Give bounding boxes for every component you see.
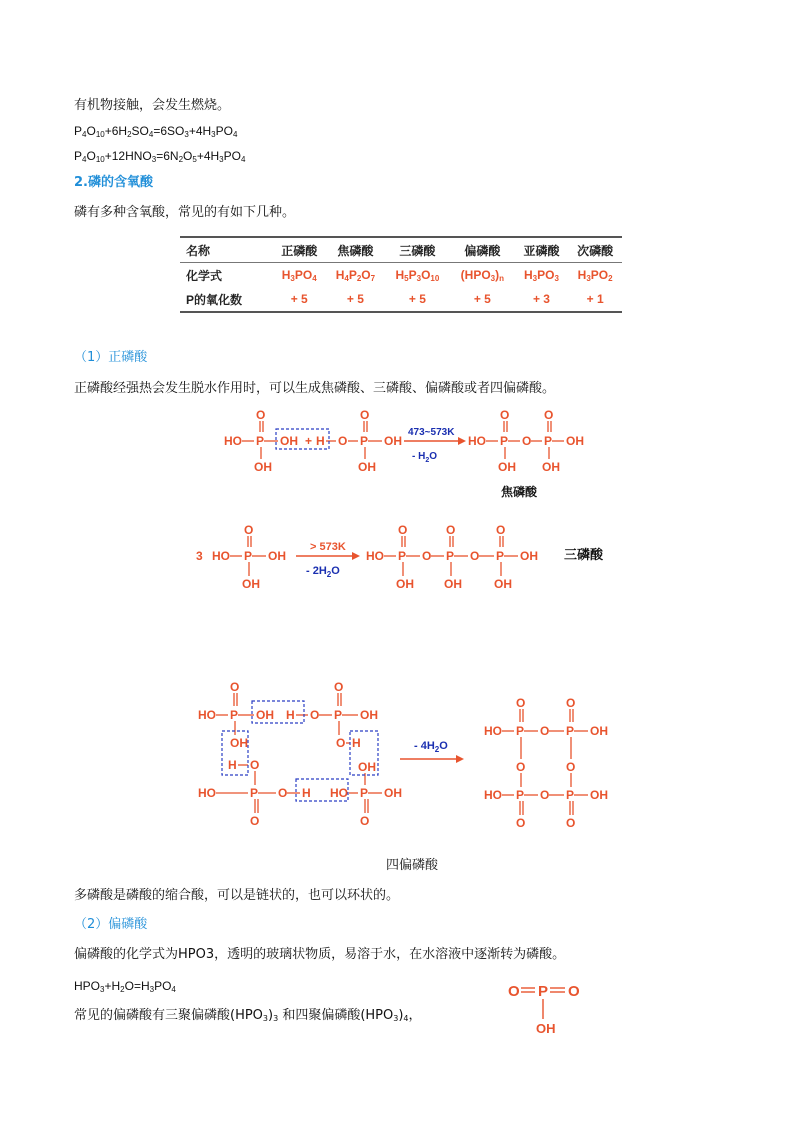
svg-text:O: O [336, 736, 346, 750]
table-cell: $H_3PO_3$ [523, 268, 559, 283]
svg-text:O: O [566, 696, 576, 710]
svg-text:P: P [244, 549, 253, 563]
table-cell: $(HPO_3)_n$ [460, 268, 504, 283]
table-header-cell: 亚磷酸 [515, 237, 569, 263]
table-header-cell: 正磷酸 [272, 237, 326, 263]
svg-text:HO: HO [484, 788, 502, 802]
svg-text:O: O [398, 523, 408, 537]
svg-text:OH: OH [396, 577, 414, 591]
svg-text:O: O [516, 696, 526, 710]
svg-text:OH: OH [520, 549, 538, 563]
table-header-cell: 名称 [180, 237, 272, 263]
svg-text:P: P [566, 788, 575, 802]
coefficient: 3 [196, 549, 203, 563]
table-header-cell: 焦磷酸 [326, 237, 385, 263]
table-cell: + 5 [385, 287, 450, 312]
atom-label: P [360, 434, 369, 448]
svg-text:O: O [310, 708, 320, 722]
condition-label: > 573K [310, 541, 346, 553]
svg-text:O: O [540, 788, 550, 802]
paragraph-2: 磷有多种含氧酸，常见的有如下几种。 [74, 205, 296, 220]
svg-text:O: O [566, 760, 576, 774]
svg-text:H: H [286, 708, 295, 722]
atom-label: P [544, 434, 553, 448]
subsection-heading: （1）正磷酸 [74, 350, 148, 365]
svg-text:OH: OH [444, 577, 462, 591]
svg-text:H: H [352, 736, 361, 750]
svg-text:+: + [305, 434, 313, 448]
svg-text:HO: HO [330, 786, 348, 800]
subsection-heading: （2）偏磷酸 [74, 917, 148, 932]
svg-text:O: O [278, 786, 288, 800]
atom-label: P [500, 434, 509, 448]
atom-label: O [522, 434, 532, 448]
svg-text:O: O [250, 758, 260, 772]
svg-text:O: O [540, 724, 550, 738]
oxoacid-table [180, 236, 622, 313]
svg-text:P: P [538, 983, 549, 1000]
svg-text:O: O [334, 680, 344, 694]
section-heading: 2.磷的含氧酸 [74, 175, 153, 190]
condition-label: - $4H_2O$ [414, 740, 448, 754]
atom-label: OH [280, 434, 298, 448]
svg-text:H: H [228, 758, 237, 772]
svg-text:P: P [360, 786, 369, 800]
reaction-tetrametaphosphoric [0, 675, 800, 835]
svg-text:O: O [508, 983, 520, 1000]
atom-label: OH [566, 434, 584, 448]
svg-text:OH: OH [494, 577, 512, 591]
paragraph-6: 常见的偏磷酸有三聚偏磷酸$(HPO_3)_3$ 和四聚偏磷酸$(HPO_3)_4$， [74, 1008, 422, 1023]
table-row [180, 287, 622, 312]
svg-text:O: O [516, 760, 526, 774]
table-header-cell: 次磷酸 [568, 237, 622, 263]
atom-label: OH [498, 460, 516, 474]
svg-text:P: P [446, 549, 455, 563]
svg-text:HO: HO [198, 708, 216, 722]
svg-text:O: O [250, 814, 260, 828]
svg-text:OH: OH [536, 1021, 556, 1036]
atom-label: O [360, 408, 370, 422]
table-cell: + 3 [515, 287, 569, 312]
atom-label: O [544, 408, 554, 422]
atom-label: OH [542, 460, 560, 474]
condition-label: - $H_2O$ [412, 451, 438, 464]
atom-label: O [500, 408, 510, 422]
row-label: 化学式 [186, 268, 223, 283]
svg-text:OH: OH [590, 724, 608, 738]
equation-1: $P_4O_{10}+6H_2SO_4=6SO_3+4H_3PO_4$ [74, 124, 238, 139]
svg-text:O: O [446, 523, 456, 537]
svg-text:P: P [496, 549, 505, 563]
row-label: P的氧化数 [180, 287, 272, 312]
svg-text:OH: OH [268, 549, 286, 563]
paragraph-1: 有机物接触，会发生燃烧。 [74, 98, 231, 113]
svg-text:O: O [470, 549, 480, 563]
metaphosphoric-structure [500, 975, 600, 1040]
table-header-cell: 三磷酸 [385, 237, 450, 263]
svg-text:HO: HO [198, 786, 216, 800]
product-label: 三磷酸 [564, 548, 604, 563]
svg-text:OH: OH [384, 786, 402, 800]
svg-text:O: O [360, 814, 370, 828]
reaction-pyrophosphoric [0, 405, 800, 505]
table-header-cell: 偏磷酸 [450, 237, 515, 263]
table-row [180, 263, 622, 288]
table-cell: $H_4P_2O_7$ [335, 268, 376, 283]
atom-label: OH [254, 460, 272, 474]
svg-text:OH: OH [360, 708, 378, 722]
atom-label: OH [384, 434, 402, 448]
equation-3: $HPO_3+H_2O=H_3PO_4$ [74, 979, 176, 994]
atom-label: P [256, 434, 265, 448]
svg-text:P: P [230, 708, 239, 722]
svg-text:O: O [422, 549, 432, 563]
svg-text:P: P [250, 786, 259, 800]
svg-text:HO: HO [484, 724, 502, 738]
table-cell: + 5 [326, 287, 385, 312]
svg-text:OH: OH [230, 736, 248, 750]
svg-text:OH: OH [256, 708, 274, 722]
figure-caption: 四偏磷酸 [386, 858, 439, 873]
table-cell: $H_5P_3O_{10}$ [395, 268, 440, 283]
svg-text:OH: OH [590, 788, 608, 802]
atom-label: OH [358, 460, 376, 474]
product-label: 焦磷酸 [501, 485, 538, 499]
svg-text:OH: OH [242, 577, 260, 591]
svg-text:P: P [398, 549, 407, 563]
atom-label: H [316, 434, 325, 448]
condition-label: 473~573K [408, 427, 455, 438]
svg-text:P: P [334, 708, 343, 722]
table-cell: $H_3PO_2$ [577, 268, 613, 283]
atom-label: O [338, 434, 348, 448]
svg-text:O: O [496, 523, 506, 537]
svg-text:O: O [516, 816, 526, 830]
svg-text:HO: HO [366, 549, 384, 563]
svg-text:P: P [566, 724, 575, 738]
paragraph-3: 正磷酸经强热会发生脱水作用时，可以生成焦磷酸、三磷酸、偏磷酸或者四偏磷酸。 [74, 381, 556, 396]
paragraph-5: 偏磷酸的化学式为HPO3，透明的玻璃状物质，易溶于水，在水溶液中逐渐转为磷酸。 [74, 947, 566, 962]
table-cell: $H_3PO_4$ [281, 268, 317, 283]
atom-label: HO [468, 434, 486, 448]
equation-2: $P_4O_{10}+12HNO_3=6N_2O_5+4H_3PO_4$ [74, 149, 246, 164]
svg-text:H: H [302, 786, 311, 800]
reaction-triphosphoric [0, 518, 800, 603]
svg-text:OH: OH [358, 760, 376, 774]
svg-text:HO: HO [212, 549, 230, 563]
svg-text:O: O [566, 816, 576, 830]
dashed-highlight-box [222, 701, 378, 801]
svg-text:O: O [244, 523, 254, 537]
svg-text:P: P [516, 724, 525, 738]
paragraph-4: 多磷酸是磷酸的缩合酸，可以是链状的，也可以环状的。 [74, 888, 400, 903]
svg-text:O: O [568, 983, 580, 1000]
atom-label: O [256, 408, 266, 422]
atom-label: HO [224, 434, 242, 448]
table-cell: + 5 [272, 287, 326, 312]
table-cell: + 1 [568, 287, 622, 312]
svg-text:O: O [230, 680, 240, 694]
svg-text:P: P [516, 788, 525, 802]
table-header-row [180, 237, 622, 263]
table-cell: + 5 [450, 287, 515, 312]
condition-label: - $2H_2O$ [306, 565, 340, 579]
